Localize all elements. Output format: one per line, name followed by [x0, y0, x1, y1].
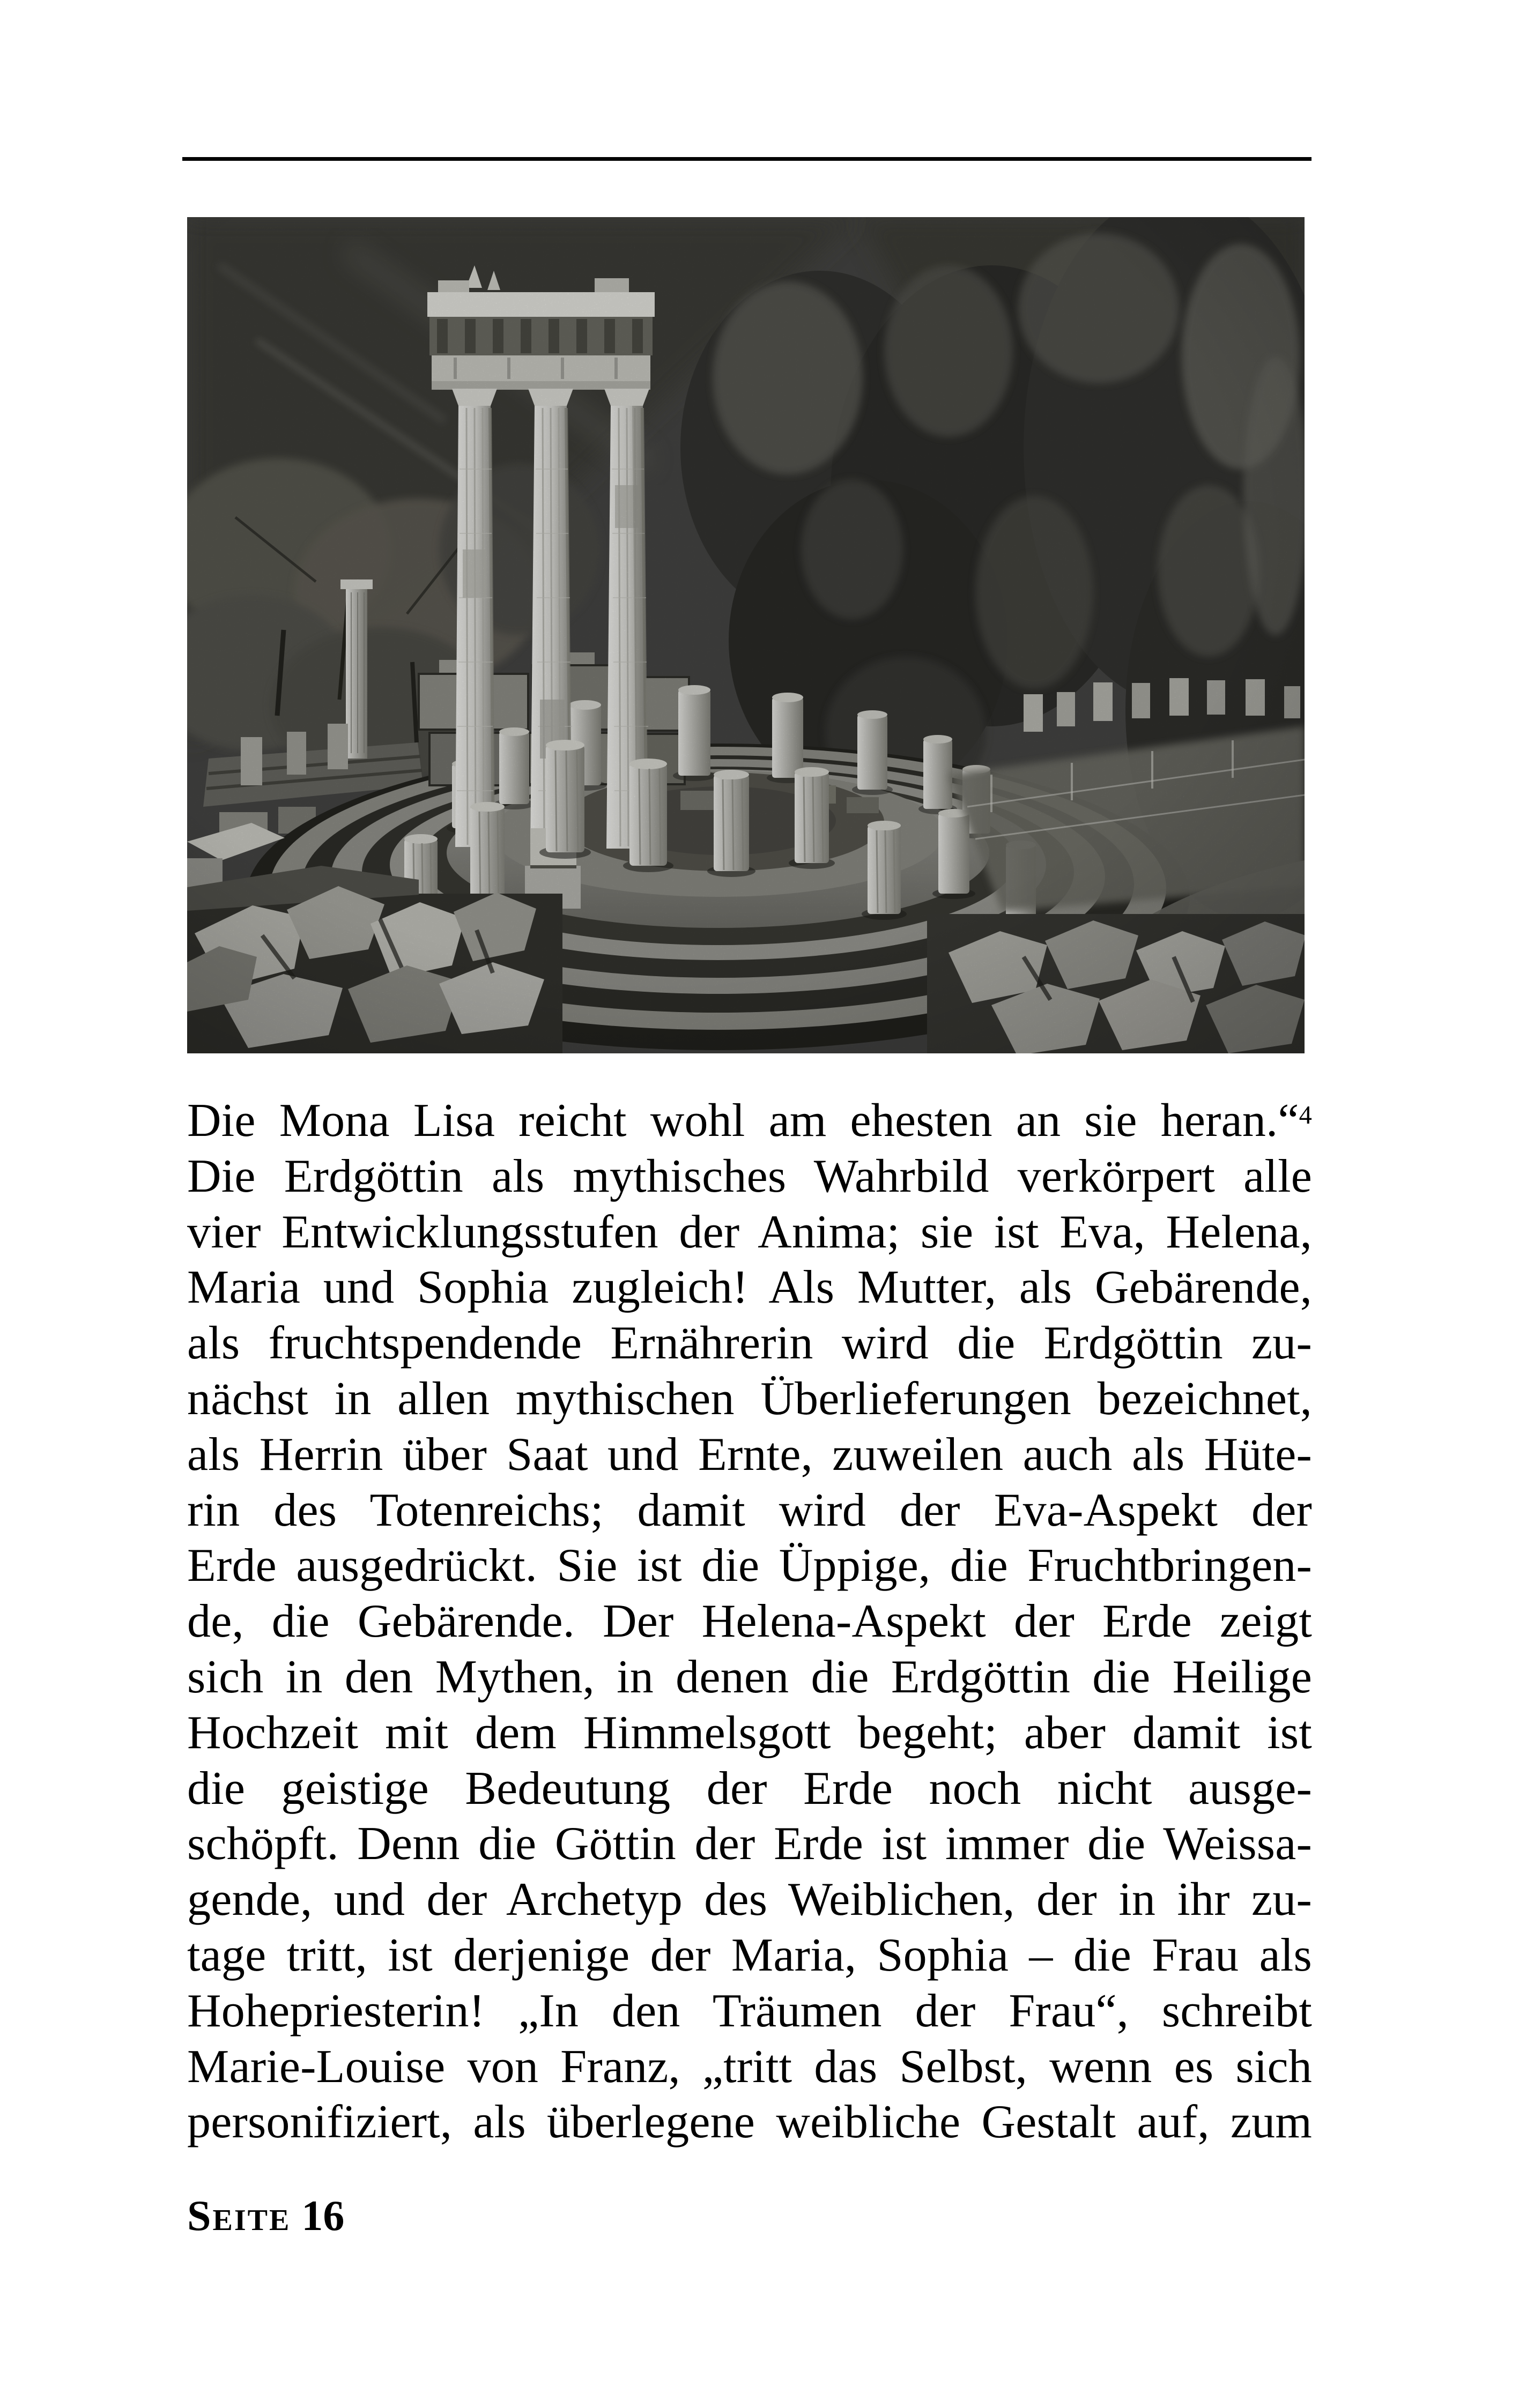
text-lines — [187, 1149, 1312, 2150]
photo-texture-overlay — [187, 217, 1305, 1053]
text-line: Hohepriesterin! „In den Träumen der Frau“, schreibt — [187, 1985, 1312, 2037]
page-number: 16 — [301, 2193, 345, 2240]
text-line: tage tritt, ist derjenige der Maria, Sophia – die Frau als — [187, 1929, 1312, 1981]
text-line: die geistige Bedeutung der Erde noch nicht ausge- — [187, 1762, 1312, 1815]
text-line: Die Erdgöttin als mythisches Wahrbild verkörpert alle — [187, 1150, 1312, 1202]
text-line: Maria und Sophia zugleich! Als Mutter, als Gebärende, — [187, 1261, 1312, 1314]
text-line: vier Entwicklungsstufen der Anima; sie ist Eva, Helena, — [187, 1206, 1312, 1258]
text-line: nächst in allen mythischen Überlieferungen bezeichnet, — [187, 1372, 1312, 1425]
tholos-photo — [187, 217, 1305, 1053]
footer-label: Seite — [187, 2193, 291, 2240]
text-line: de, die Gebärende. Der Helena-Aspekt der Erde zeigt — [187, 1595, 1312, 1648]
body-paragraph — [187, 1093, 1312, 2150]
page-footer — [187, 2193, 344, 2240]
text-line: rin des Totenreichs; damit wird der Eva-Aspekt der — [187, 1484, 1312, 1536]
text-line: Marie-Louise von Franz, „tritt das Selbst, wenn es sich — [187, 2040, 1312, 2093]
text-line: als Herrin über Saat und Ernte, zuweilen auch als Hüte- — [187, 1428, 1312, 1481]
text-line: als fruchtspendende Ernährerin wird die Erdgöttin zu- — [187, 1317, 1312, 1370]
text-line: sich in den Mythen, in denen die Erdgöttin die Heilige — [187, 1651, 1312, 1703]
text-line: gende, und der Archetyp des Weiblichen, der in ihr zu- — [187, 1874, 1312, 1926]
text-line: personifiziert, als überlegene weibliche Gestalt auf, zum — [187, 2096, 1312, 2149]
text-line: Erde ausgedrückt. Sie ist die Üppige, die Fruchtbringen- — [187, 1540, 1312, 1592]
text-line: Hochzeit mit dem Himmelsgott begeht; aber damit ist — [187, 1706, 1312, 1759]
text-line-content: Die Mona Lisa reicht wohl am ehesten an sie heran.“ — [187, 1095, 1299, 1147]
text-line — [187, 1093, 1312, 1149]
top-rule — [182, 157, 1311, 161]
footnote-marker: 4 — [1299, 1101, 1312, 1129]
text-line: schöpft. Denn die Göttin der Erde ist immer die Weissa- — [187, 1818, 1312, 1870]
